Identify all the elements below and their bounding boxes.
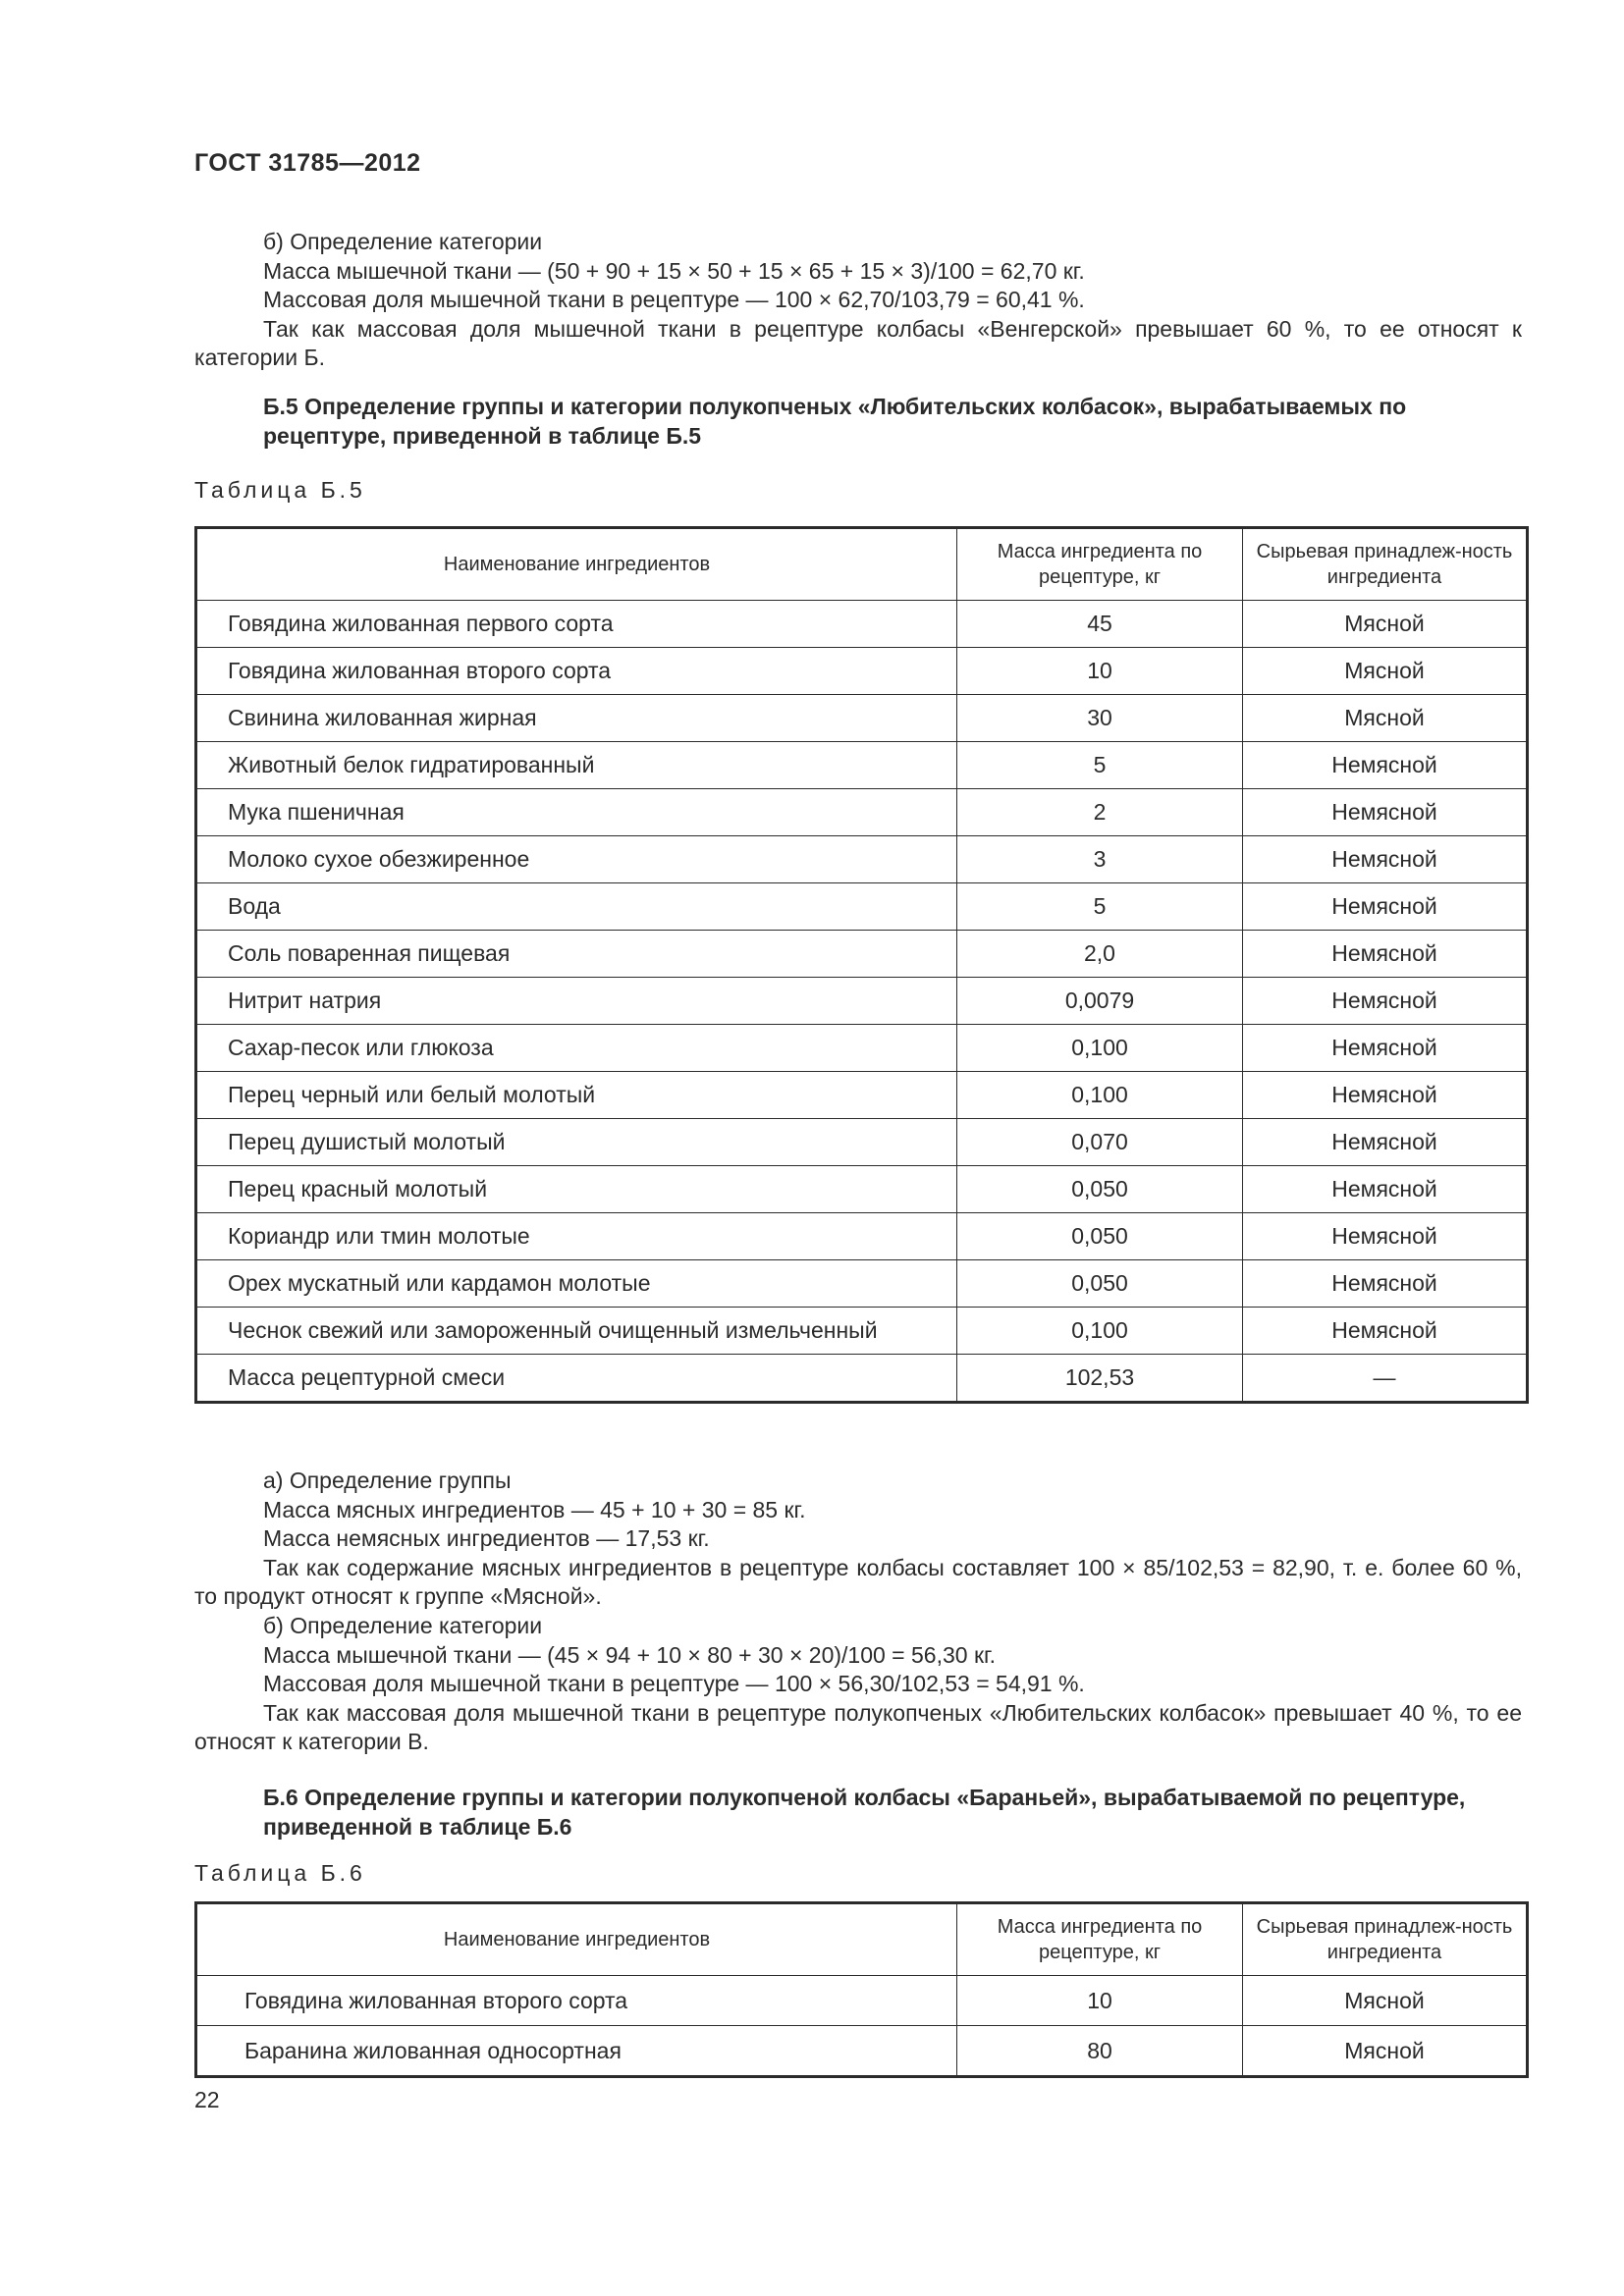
ingredient-name: Перец черный или белый молотый xyxy=(196,1072,957,1119)
ingredient-name: Нитрит натрия xyxy=(196,978,957,1025)
page-number: 22 xyxy=(194,2087,220,2112)
table-row xyxy=(196,836,1528,883)
section-b5-heading xyxy=(194,393,1522,451)
ingredient-mass: 0,050 xyxy=(957,1166,1243,1213)
table-row xyxy=(196,1976,1528,2026)
ingredient-type: Немясной xyxy=(1243,931,1528,978)
ingredient-type: Мясной xyxy=(1243,2026,1528,2077)
table-header-row xyxy=(196,528,1528,601)
ingredient-name: Животный белок гидратированный xyxy=(196,742,957,789)
ingredient-name: Перец красный молотый xyxy=(196,1166,957,1213)
ingredient-name: Молоко сухое обезжиренное xyxy=(196,836,957,883)
table-row xyxy=(196,931,1528,978)
table-row xyxy=(196,789,1528,836)
ingredient-name: Мука пшеничная xyxy=(196,789,957,836)
ingredient-name: Говядина жилованная второго сорта xyxy=(196,648,957,695)
ingredient-type: Мясной xyxy=(1243,601,1528,648)
col-header-mass: Масса ингредиента по рецептуре, кг xyxy=(957,528,1243,601)
ingredient-name: Баранина жилованная односортная xyxy=(196,2026,957,2077)
nonmeat-mass-line: Масса немясных ингредиентов — 17,53 кг. xyxy=(263,1525,710,1552)
table-b5 xyxy=(194,526,1529,1404)
ingredient-type: Немясной xyxy=(1243,836,1528,883)
ingredient-mass: 2,0 xyxy=(957,931,1243,978)
calc-b5-block xyxy=(194,1467,1522,1757)
ingredient-mass: 0,0079 xyxy=(957,978,1243,1025)
ingredient-name: Говядина жилованная второго сорта xyxy=(196,1976,957,2026)
table-b6-caption-wrap xyxy=(194,1860,1522,1887)
category-conclusion: Так как массовая доля мышечной ткани в рецептуре полукопченых «Любительских колбасок» превышает 40 %, то ее относят к категории В. xyxy=(194,1699,1522,1755)
table-row xyxy=(196,648,1528,695)
ingredient-mass: 80 xyxy=(957,2026,1243,2077)
col-header-name: Наименование ингредиентов xyxy=(196,1903,957,1976)
table-row xyxy=(196,1025,1528,1072)
ingredient-name: Соль поваренная пищевая xyxy=(196,931,957,978)
ingredient-name: Перец душистый молотый xyxy=(196,1119,957,1166)
ingredient-type: Немясной xyxy=(1243,1260,1528,1308)
total-mass: 102,53 xyxy=(957,1355,1243,1403)
table-row xyxy=(196,1308,1528,1355)
table-row xyxy=(196,695,1528,742)
ingredient-type: Немясной xyxy=(1243,742,1528,789)
ingredient-type: Немясной xyxy=(1243,789,1528,836)
ingredient-name: Чеснок свежий или замороженный очищенный измельченный xyxy=(196,1308,957,1355)
ingredient-mass: 5 xyxy=(957,742,1243,789)
group-title: а) Определение группы xyxy=(263,1468,512,1493)
ingredient-mass: 5 xyxy=(957,883,1243,931)
ingredient-name: Орех мускатный или кардамон молотые xyxy=(196,1260,957,1308)
intro-line: б) Определение категории xyxy=(263,229,543,254)
ingredient-mass: 30 xyxy=(957,695,1243,742)
table-b6-caption: Таблица Б.6 xyxy=(194,1860,366,1886)
ingredient-mass: 2 xyxy=(957,789,1243,836)
intro-line: Масса мышечной ткани — (50 + 90 + 15 × 50 + 15 × 65 + 15 × 3)/100 = 62,70 кг. xyxy=(263,257,1085,284)
section-b6-title: Б.6 Определение группы и категории полукопченой колбасы «Бараньей», вырабатываемой по рецептуре, приведенной в таблице Б.6 xyxy=(263,1785,1466,1840)
ingredient-name: Свинина жилованная жирная xyxy=(196,695,957,742)
total-type: — xyxy=(1243,1355,1528,1403)
table-b5-caption-wrap xyxy=(194,477,1522,504)
ingredient-mass: 3 xyxy=(957,836,1243,883)
ingredient-mass: 0,070 xyxy=(957,1119,1243,1166)
table-row xyxy=(196,1213,1528,1260)
section-b5-title: Б.5 Определение группы и категории полукопченых «Любительских колбасок», вырабатываемых по рецептуре, приведенной в таблице Б.5 xyxy=(263,394,1407,449)
ingredient-mass: 0,050 xyxy=(957,1260,1243,1308)
table-header-row xyxy=(196,1903,1528,1976)
muscle-mass-line: Масса мышечной ткани — (45 × 94 + 10 × 80 + 30 × 20)/100 = 56,30 кг. xyxy=(263,1641,996,1668)
ingredient-name: Говядина жилованная первого сорта xyxy=(196,601,957,648)
group-conclusion: Так как содержание мясных ингредиентов в рецептуре колбасы составляет 100 × 85/102,53 = 82,90, т. е. более 60 %, то продукт относят к группе «Мясной». xyxy=(194,1554,1522,1610)
ingredient-type: Немясной xyxy=(1243,1213,1528,1260)
ingredient-mass: 0,100 xyxy=(957,1308,1243,1355)
ingredient-mass: 0,100 xyxy=(957,1025,1243,1072)
ingredient-type: Немясной xyxy=(1243,1072,1528,1119)
ingredient-type: Мясной xyxy=(1243,695,1528,742)
table-row xyxy=(196,1166,1528,1213)
intro-category-block xyxy=(194,228,1522,373)
table-row xyxy=(196,601,1528,648)
ingredient-mass: 45 xyxy=(957,601,1243,648)
intro-line: Так как массовая доля мышечной ткани в рецептуре колбасы «Венгерской» превышает 60 %, то ее относят к категории Б. xyxy=(194,315,1522,371)
ingredient-type: Немясной xyxy=(1243,1166,1528,1213)
ingredient-name: Сахар-песок или глюкоза xyxy=(196,1025,957,1072)
ingredient-type: Немясной xyxy=(1243,1308,1528,1355)
col-header-name: Наименование ингредиентов xyxy=(196,528,957,601)
table-row xyxy=(196,2026,1528,2077)
ingredient-name: Вода xyxy=(196,883,957,931)
ingredient-type: Немясной xyxy=(1243,883,1528,931)
table-row xyxy=(196,1260,1528,1308)
ingredient-type: Немясной xyxy=(1243,1025,1528,1072)
table-b5-caption: Таблица Б.5 xyxy=(194,477,366,503)
ingredient-type: Мясной xyxy=(1243,648,1528,695)
table-row xyxy=(196,978,1528,1025)
table-row xyxy=(196,1119,1528,1166)
ingredient-type: Мясной xyxy=(1243,1976,1528,2026)
ingredient-type: Немясной xyxy=(1243,978,1528,1025)
ingredient-name: Кориандр или тмин молотые xyxy=(196,1213,957,1260)
total-label: Масса рецептурной смеси xyxy=(196,1355,957,1403)
table-total-row xyxy=(196,1355,1528,1403)
category-title: б) Определение категории xyxy=(263,1612,543,1638)
ingredient-mass: 10 xyxy=(957,1976,1243,2026)
table-row xyxy=(196,1072,1528,1119)
col-header-mass: Масса ингредиента по рецептуре, кг xyxy=(957,1903,1243,1976)
section-b6-heading xyxy=(194,1784,1522,1842)
ingredient-mass: 10 xyxy=(957,648,1243,695)
ingredient-mass: 0,050 xyxy=(957,1213,1243,1260)
col-header-type: Сырьевая принадлеж-ность ингредиента xyxy=(1243,1903,1528,1976)
ingredient-mass: 0,100 xyxy=(957,1072,1243,1119)
col-header-type: Сырьевая принадлеж-ность ингредиента xyxy=(1243,528,1528,601)
ingredient-type: Немясной xyxy=(1243,1119,1528,1166)
meat-mass-line: Масса мясных ингредиентов — 45 + 10 + 30 = 85 кг. xyxy=(263,1496,806,1522)
document-header: ГОСТ 31785—2012 xyxy=(194,149,421,177)
table-row xyxy=(196,742,1528,789)
table-row xyxy=(196,883,1528,931)
intro-line: Массовая доля мышечной ткани в рецептуре — 100 × 62,70/103,79 = 60,41 %. xyxy=(263,287,1085,313)
table-b6 xyxy=(194,1901,1529,2078)
muscle-share-line: Массовая доля мышечной ткани в рецептуре — 100 × 56,30/102,53 = 54,91 %. xyxy=(263,1671,1085,1697)
